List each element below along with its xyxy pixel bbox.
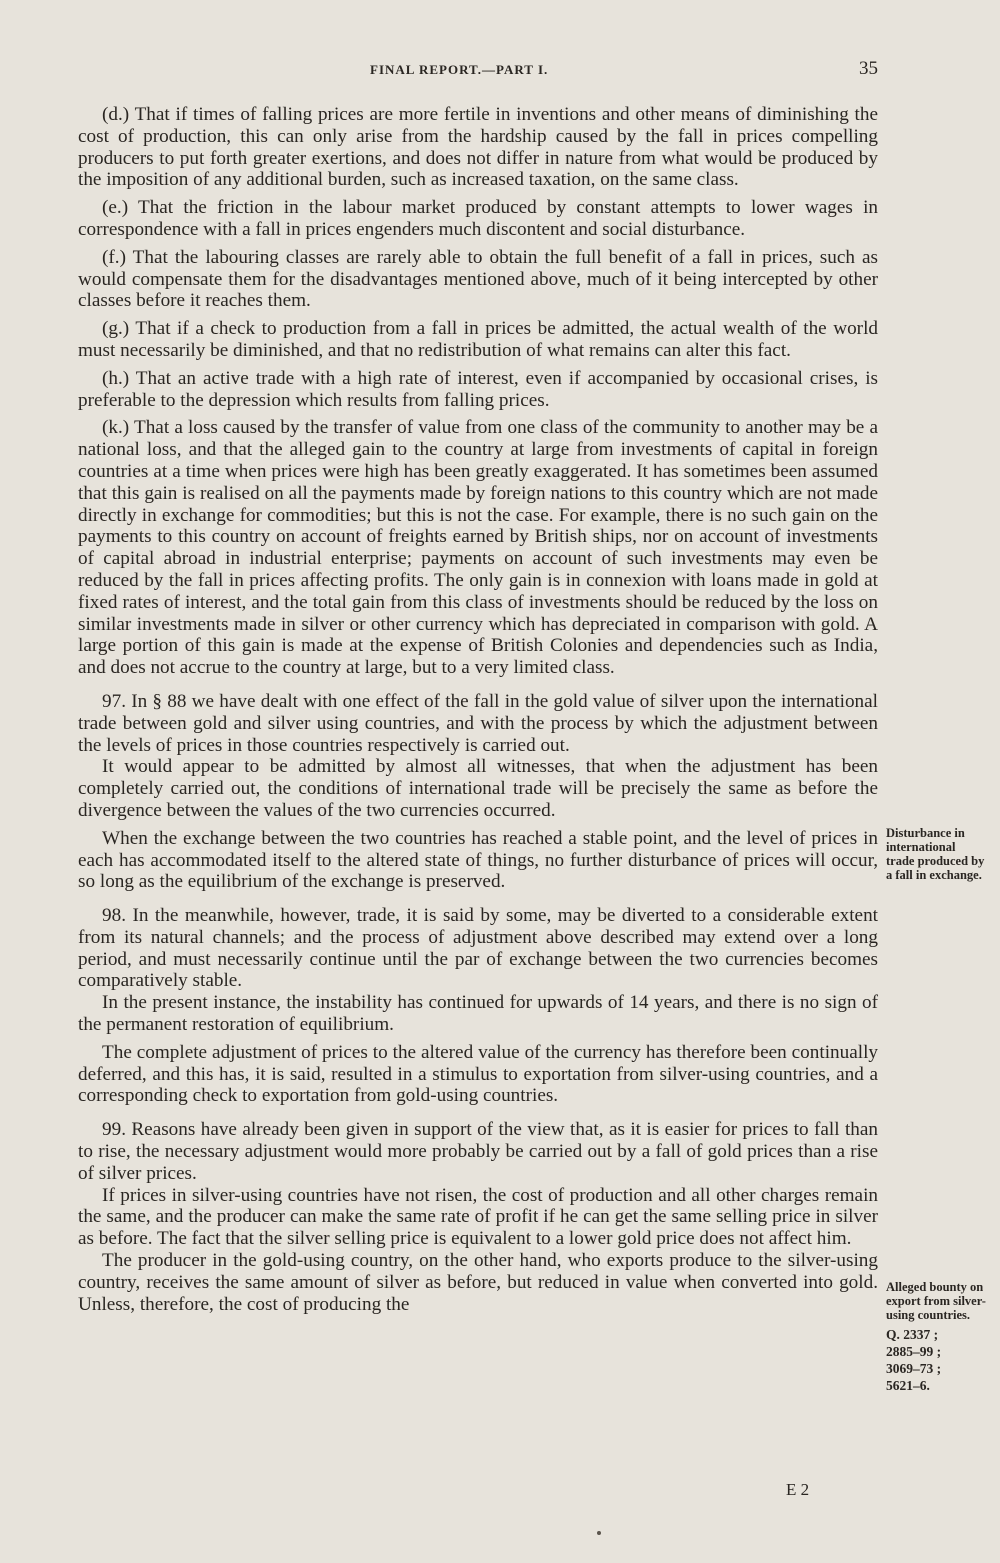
- body-text: [78, 104, 878, 1321]
- running-title: FINAL REPORT.—PART I.: [370, 62, 549, 77]
- question-reference: 2885–99 ;: [886, 1344, 942, 1359]
- running-head: [0, 58, 1000, 86]
- paragraph-97-exchange: When the exchange between the two countries has reached a stable point, and the level of prices in each has accommodated itself to the altered state of things, no further disturbance of prices will occur, so long as the equilibrium of the exchange is preserved.: [78, 827, 878, 893]
- paragraph-98: 98. In the meanwhile, however, trade, it is said by some, may be diverted to a considerable extent from its natural channels; and the process of adjustment above described may extend over a long period, and must necessarily continue until the par of exchange between the two currencies becomes comparatively stable.: [78, 905, 878, 992]
- question-reference: 5621–6.: [886, 1378, 930, 1393]
- paragraph-e: (e.) That the friction in the labour market produced by constant attempts to lower wages in correspondence with a fall in prices engenders much discontent and social disturbance.: [78, 197, 878, 240]
- paragraph-k: (k.) That a loss caused by the transfer of value from one class of the community to another may be a national loss, and that the alleged gain to the country at large from investments of capital in foreign countries at a time when prices were high has been greatly exaggerated. It has sometimes been assumed that this gain is realised on all the payments made by foreign nations to this country which are not made directly in exchange for commodities; but this is not the case. For example, there is no such gain on the payments to this country on account of freights earned by British ships, nor on account of investments of capital abroad in industrial enterprise; payments on account of such investments may even be reduced by the fall in prices affecting profits. The only gain is in connexion with loans made in gold at fixed rates of interest, and the total gain from this class of investments should be reduced by the loss on similar investments made in silver or other currency which has depreciated in comparison with gold. A large portion of this gain is made at the expense of British Colonies and dependencies such as India, and does not accrue to the country at large, but to a very limited class.: [78, 417, 878, 679]
- page-number: 35: [859, 58, 878, 79]
- paragraph-99-producer: The producer in the gold-using country, on the other hand, who exports produce to the silver-using country, receives the same amount of silver as before, but reduced in value when converted into gold. Unless, therefore, the cost of producing the: [78, 1250, 878, 1315]
- paragraph-97-adjustment: It would appear to be admitted by almost all witnesses, that when the adjustment has been completely carried out, the conditions of international trade will be precisely the same as before the divergence between the values of the two currencies occurred.: [78, 756, 878, 821]
- signature-mark: E 2: [786, 1480, 810, 1499]
- margin-note-title: Alleged bounty on export from silver-using countries.: [886, 1280, 986, 1322]
- paragraph-99-prices: If prices in silver-using countries have not risen, the cost of production and all other charges remain the same, and the producer can make the same rate of profit if he can get the same selling price in silver as before. The fact that the silver selling price is equivalent to a lower gold price does not affect him.: [78, 1184, 878, 1250]
- paragraph-h: (h.) That an active trade with a high rate of interest, even if accompanied by occasional crises, is preferable to the depression which results from falling prices.: [78, 367, 878, 411]
- paragraph-98-instability: In the present instance, the instability has continued for upwards of 14 years, and there is no sign of the permanent restoration of equilibrium.: [78, 992, 878, 1036]
- paragraph-98-adjustment: The complete adjustment of prices to the altered value of the currency has therefore been continually deferred, and this has, it is said, resulted in a stimulus to exportation from silver-using countries, and a corresponding check to exportation from gold-using countries.: [78, 1041, 878, 1107]
- paragraph-d: (d.) That if times of falling prices are more fertile in inventions and other means of diminishing the cost of production, this can only arise from the hardship caused by the fall in prices compelling producers to put forth greater exertions, and does not differ in nature from what would be produced by the imposition of any additional burden, such as increased taxation, on the same class.: [78, 104, 878, 191]
- question-reference: 3069–73 ;: [886, 1361, 942, 1376]
- paragraph-97: 97. In § 88 we have dealt with one effect of the fall in the gold value of silver upon the international trade between gold and silver using countries, and with the process by which the adjustment between the levels of prices in those countries respectively is carried out.: [78, 690, 878, 756]
- paragraph-g: (g.) That if a check to production from a fall in prices be admitted, the actual wealth of the world must necessarily be diminished, and that no redistribution of what remains can alter this fact.: [78, 318, 878, 361]
- margin-note-alleged-bounty: [886, 1280, 986, 1394]
- ink-dot: [597, 1531, 601, 1535]
- paragraph-99: 99. Reasons have already been given in support of the view that, as it is easier for prices to fall than to rise, the necessary adjustment would more probably be carried out by a fall of gold prices than a rise of silver prices.: [78, 1119, 878, 1184]
- margin-note-disturbance: Disturbance in international trade produced by a fall in exchange.: [886, 826, 985, 882]
- paragraph-f: (f.) That the labouring classes are rarely able to obtain the full benefit of a fall in prices, such as would compensate them for the disadvantages mentioned above, much of it being intercepted by other classes before it reaches them.: [78, 246, 878, 312]
- question-reference: Q. 2337 ;: [886, 1327, 939, 1342]
